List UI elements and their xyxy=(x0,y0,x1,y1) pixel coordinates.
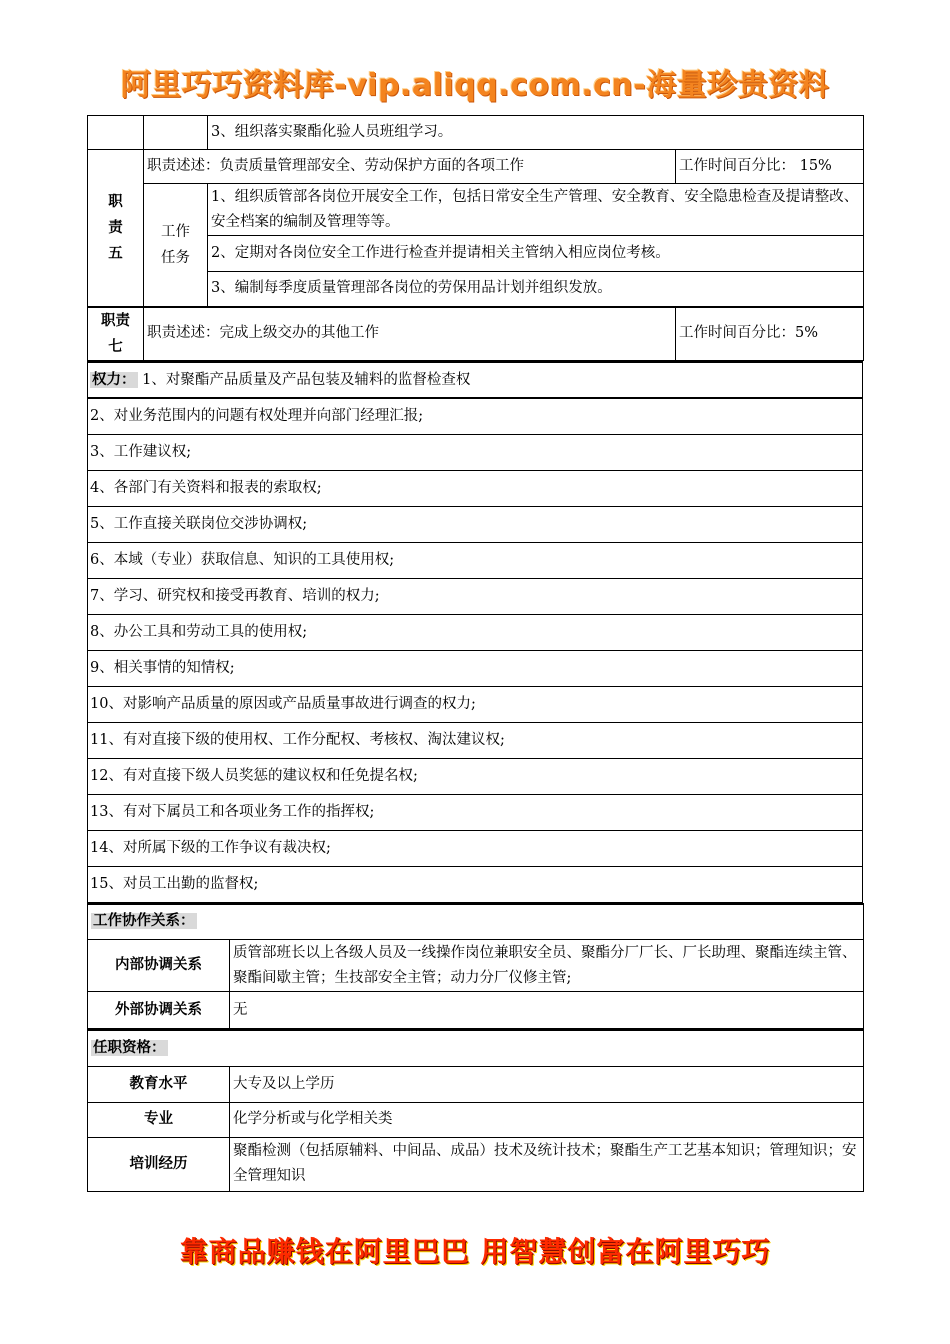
training-value: 聚酯检测（包括原辅料、中间品、成品）技术及统计技术；聚酯生产工艺基本知识；管理知识；安全管理知识 xyxy=(230,1137,864,1191)
job-description-document xyxy=(87,115,863,1192)
authority-item-5: 5、工作直接关联岗位交涉协调权; xyxy=(88,506,863,542)
duties-table xyxy=(87,115,864,361)
header-banner: 阿里巧巧资料库-vip.aliqq.com.cn-海量珍贵资料 xyxy=(120,68,830,103)
authority-heading: 权力： xyxy=(92,371,136,388)
qualification-table xyxy=(87,1029,864,1192)
duty5-time-percent: 工作时间百分比： 15% xyxy=(676,150,864,184)
cooperation-heading: 工作协作关系： xyxy=(93,913,195,930)
duty5-description: 职责述述：负责质量管理部安全、劳动保护方面的各项工作 xyxy=(144,150,676,184)
duty-prev-task3: 3、组织落实聚酯化验人员班组学习。 xyxy=(208,116,864,150)
duty5-label: 职 责 五 xyxy=(88,150,144,307)
qualification-heading-row xyxy=(88,1030,864,1066)
duty5-task-1: 1、组织质管部各岗位开展安全工作，包括日常安全生产管理、安全教育、安全隐患检查及提请整改、安全档案的编制及管理等等。 xyxy=(208,184,864,236)
authority-first-row xyxy=(88,362,863,398)
authority-item-13: 13、有对下属员工和各项业务工作的指挥权; xyxy=(88,794,863,830)
internal-value: 质管部班长以上各级人员及一线操作岗位兼职安全员、聚酯分厂厂长、厂长助理、聚酯连续主管、聚酯间歇主管；生技部安全主管；动力分厂仪修主管; xyxy=(230,940,864,992)
education-label: 教育水平 xyxy=(88,1066,230,1102)
authority-item-3: 3、工作建议权; xyxy=(88,434,863,470)
authority-item-2: 2、对业务范围内的问题有权处理并向部门经理汇报; xyxy=(88,398,863,434)
duty7-label: 职责 七 xyxy=(88,307,144,361)
duty5-task-2: 2、定期对各岗位安全工作进行检查并提请相关主管纳入相应岗位考核。 xyxy=(208,236,864,272)
cooperation-table xyxy=(87,903,864,1030)
authority-item-10: 10、对影响产品质量的原因或产品质量事故进行调查的权力; xyxy=(88,686,863,722)
authority-item-12: 12、有对直接下级人员奖惩的建议权和任免提名权; xyxy=(88,758,863,794)
qualification-heading: 任职资格： xyxy=(93,1039,166,1056)
duty-prev-label-cell xyxy=(88,116,144,150)
authority-item-7: 7、学习、研究权和接受再教育、培训的权力; xyxy=(88,578,863,614)
duty5-task-3: 3、编制每季度质量管理部各岗位的劳保用品计划并组织发放。 xyxy=(208,272,864,307)
duty7-description: 职责述述：完成上级交办的其他工作 xyxy=(144,307,676,361)
authority-item-8: 8、办公工具和劳动工具的使用权; xyxy=(88,614,863,650)
internal-label: 内部协调关系 xyxy=(88,940,230,992)
cooperation-heading-row xyxy=(88,904,864,940)
major-label: 专业 xyxy=(88,1102,230,1137)
authority-item-11: 11、有对直接下级的使用权、工作分配权、考核权、淘汰建议权; xyxy=(88,722,863,758)
authority-item-14: 14、对所属下级的工作争议有裁决权; xyxy=(88,830,863,866)
authority-item-4: 4、各部门有关资料和报表的索取权; xyxy=(88,470,863,506)
duty7-time-percent: 工作时间百分比：5% xyxy=(676,307,864,361)
authority-item-9: 9、相关事情的知情权; xyxy=(88,650,863,686)
authority-table xyxy=(87,361,863,903)
footer-banner: 靠商品赚钱在阿里巴巴 用智慧创富在阿里巧巧 xyxy=(179,1235,771,1268)
education-value: 大专及以上学历 xyxy=(230,1066,864,1102)
authority-item-6: 6、本域（专业）获取信息、知识的工具使用权; xyxy=(88,542,863,578)
external-label: 外部协调关系 xyxy=(88,992,230,1029)
duty-prev-row xyxy=(88,116,864,150)
training-label: 培训经历 xyxy=(88,1137,230,1191)
major-value: 化学分析或与化学相关类 xyxy=(230,1102,864,1137)
duty-prev-task-label-cell xyxy=(144,116,208,150)
duty5-task-label: 工作 任务 xyxy=(144,184,208,307)
authority-item-1: 1、对聚酯产品质量及产品包装及辅料的监督检查权 xyxy=(142,371,471,388)
external-value: 无 xyxy=(230,992,864,1029)
authority-item-15: 15、对员工出勤的监督权; xyxy=(88,866,863,902)
